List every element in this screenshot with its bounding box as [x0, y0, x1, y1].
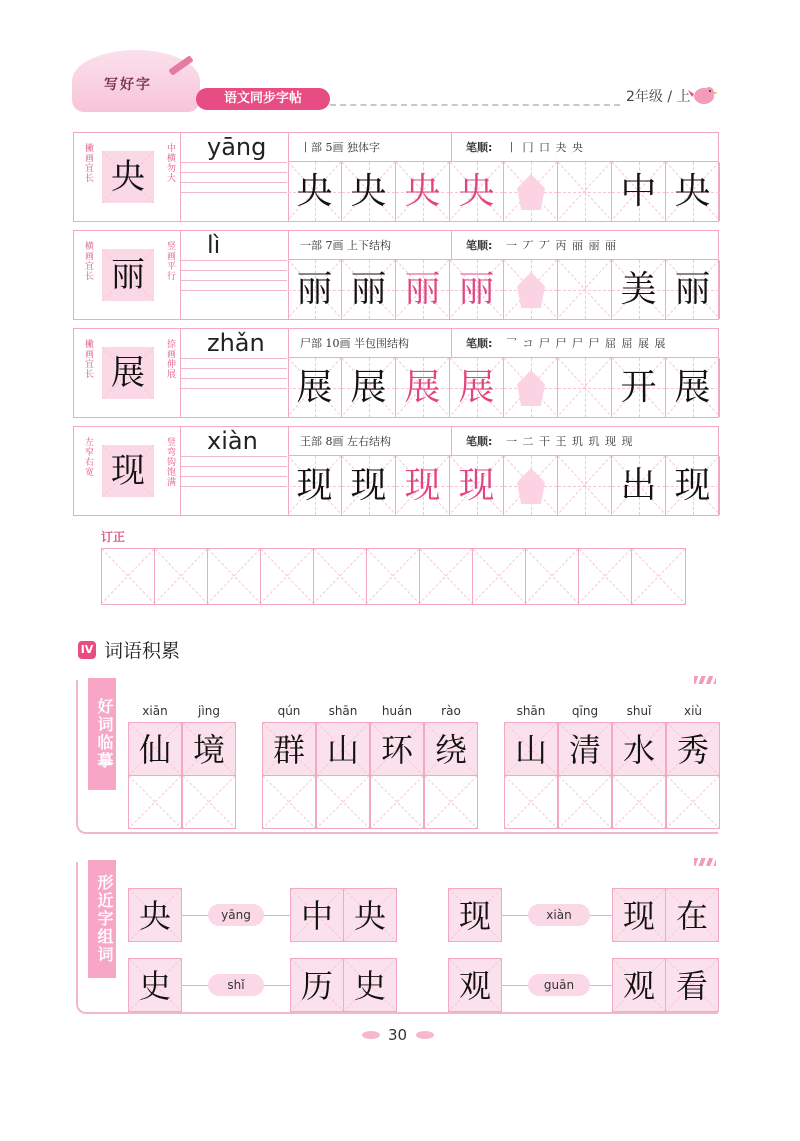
pinyin: zhǎn [207, 329, 265, 357]
subtitle-pill: 语文同步字帖 [196, 88, 330, 110]
practice-char: 展 [458, 367, 495, 408]
practice-cell[interactable] [612, 162, 666, 221]
section-title-text: 词语积累 [104, 640, 181, 662]
word-char-cell [128, 722, 182, 776]
book-badge [72, 50, 200, 112]
char-info: 丨部 5画 独体字 [300, 141, 380, 154]
word-column [128, 704, 182, 829]
word-char-cell [316, 722, 370, 776]
practice-cell[interactable] [396, 260, 450, 319]
word-char: 央 [353, 897, 386, 935]
word-char-cell [182, 722, 236, 776]
header-divider [330, 104, 620, 106]
practice-cell[interactable] [288, 456, 342, 515]
similar-char-box [448, 958, 502, 1012]
word-pinyin: qīng [571, 704, 599, 718]
practice-cell[interactable] [288, 162, 342, 221]
model-char-box [102, 445, 154, 497]
similar-pinyin-pill: guān [528, 974, 590, 996]
practice-cell[interactable] [558, 260, 612, 319]
practice-char: 现 [350, 465, 387, 506]
divider [451, 427, 452, 455]
similar-char-box [128, 888, 182, 942]
pencil-icon [168, 55, 193, 76]
word-group [504, 704, 720, 829]
copy-cell[interactable] [370, 775, 424, 829]
practice-cell[interactable] [288, 358, 342, 417]
word-char-box [290, 958, 344, 1012]
stroke-order: 乛 コ 尸 尸 尸 尸 屈 屈 展 展 [506, 337, 667, 350]
word-char: 秀 [676, 731, 709, 769]
word-char: 群 [272, 731, 305, 769]
practice-cell[interactable] [342, 456, 396, 515]
correction-grid [101, 548, 686, 605]
practice-cell[interactable] [396, 456, 450, 515]
divider [451, 231, 452, 259]
similar-pinyin-pill: xiàn [528, 904, 590, 926]
practice-cell[interactable] [396, 162, 450, 221]
word-char-box [343, 888, 397, 942]
pinyin-area [181, 329, 287, 417]
practice-char: 丽 [296, 269, 333, 310]
practice-char: 央 [350, 171, 387, 212]
word-char-box [612, 958, 666, 1012]
copy-cell[interactable] [262, 775, 316, 829]
stroke-order: 丨 冂 口 夬 央 [506, 141, 584, 154]
word-char-cell [612, 722, 666, 776]
practice-grid [288, 260, 720, 319]
right-tip: 竖弯钩饱满 [165, 437, 175, 487]
stroke-order-label: 笔顺: [466, 337, 493, 350]
similar-pinyin-pill: yāng [208, 904, 264, 926]
practice-cell[interactable] [558, 358, 612, 417]
practice-char: 出 [620, 465, 657, 506]
word-char: 清 [568, 731, 601, 769]
right-tip: 中横勿大 [165, 143, 175, 183]
word-pinyin: qún [277, 704, 301, 718]
word-char-box [612, 888, 666, 942]
pinyin-area [181, 133, 287, 221]
copy-cell[interactable] [424, 775, 478, 829]
word-char-box [665, 888, 719, 942]
practice-char: 现 [458, 465, 495, 506]
practice-cell[interactable] [450, 260, 504, 319]
word-char: 山 [514, 731, 547, 769]
practice-char: 展 [674, 367, 711, 408]
pinyin: xiàn [207, 427, 258, 455]
practice-char: 开 [620, 367, 657, 408]
stroke-order-label: 笔顺: [466, 239, 493, 252]
section-title [78, 636, 180, 663]
correction-cell[interactable] [314, 549, 367, 604]
pinyin-area [181, 427, 287, 515]
right-tip: 捺画伸展 [165, 339, 175, 379]
similar-pinyin-pill: shǐ [208, 974, 264, 996]
word-column [370, 704, 424, 829]
copy-cell[interactable] [182, 775, 236, 829]
word-pinyin: huán [381, 704, 413, 718]
char-info: 尸部 10画 半包围结构 [300, 337, 409, 350]
correction-cell[interactable] [367, 549, 420, 604]
similar-char: 史 [138, 967, 171, 1005]
word-char: 水 [622, 731, 655, 769]
correction-cell[interactable] [155, 549, 208, 604]
correction-cell[interactable] [261, 549, 314, 604]
practice-cell[interactable] [450, 358, 504, 417]
word-pinyin: xiān [142, 704, 168, 718]
practice-cell[interactable] [666, 456, 720, 515]
character-row [73, 230, 719, 320]
similar-char: 现 [458, 897, 491, 935]
copy-cell[interactable] [316, 775, 370, 829]
practice-char: 央 [674, 171, 711, 212]
word-pinyin: shān [328, 704, 358, 718]
similar-char: 央 [138, 897, 171, 935]
word-char: 看 [675, 967, 708, 1005]
practice-cell[interactable] [396, 358, 450, 417]
word-char-box [665, 958, 719, 1012]
similar-chars-label: 形近字组词 [88, 860, 116, 978]
character-row [73, 426, 719, 516]
practice-cell[interactable] [342, 260, 396, 319]
word-char-cell [262, 722, 316, 776]
practice-char: 现 [296, 465, 333, 506]
correction-cell[interactable] [420, 549, 473, 604]
leaf-decoration [362, 1031, 380, 1039]
correction-label: 订正 [101, 530, 126, 544]
practice-cell[interactable] [504, 162, 558, 221]
stroke-order: 一 丆 丆 丙 丽 丽 丽 [506, 239, 617, 252]
practice-cell[interactable] [504, 358, 558, 417]
section-number-icon: IV [78, 641, 96, 659]
practice-cell[interactable] [666, 260, 720, 319]
right-tip: 竖画平行 [165, 241, 175, 281]
word-pinyin: shuǐ [626, 704, 652, 718]
leaf-decoration [416, 1031, 434, 1039]
practice-cell[interactable] [558, 162, 612, 221]
practice-char: 展 [350, 367, 387, 408]
practice-cell[interactable] [612, 358, 666, 417]
word-char-cell [558, 722, 612, 776]
word-char: 历 [300, 967, 333, 1005]
bird-icon [688, 82, 718, 106]
copy-cell[interactable] [558, 775, 612, 829]
word-pinyin: jìng [198, 704, 220, 718]
copy-cell[interactable] [612, 775, 666, 829]
word-char-cell [666, 722, 720, 776]
practice-char: 现 [674, 465, 711, 506]
left-tip: 横画宜长 [83, 241, 93, 281]
word-pinyin: xiù [683, 704, 703, 718]
word-pinyin: rào [441, 704, 461, 718]
word-char: 中 [300, 897, 333, 935]
copy-cell[interactable] [128, 775, 182, 829]
correction-cell[interactable] [579, 549, 632, 604]
word-char: 在 [675, 897, 708, 935]
practice-cell[interactable] [612, 260, 666, 319]
practice-cell[interactable] [450, 162, 504, 221]
word-char: 绕 [434, 731, 467, 769]
practice-cell[interactable] [504, 260, 558, 319]
model-char-box [102, 151, 154, 203]
pinyin-lines [181, 251, 287, 291]
char-info: 一部 7画 上下结构 [300, 239, 391, 252]
practice-char: 展 [296, 367, 333, 408]
practice-grid [288, 456, 720, 515]
page-number: 30 [388, 1026, 408, 1044]
correction-cell[interactable] [208, 549, 261, 604]
practice-grid [288, 162, 720, 221]
stroke-order-label: 笔顺: [466, 435, 493, 448]
word-char: 山 [326, 731, 359, 769]
practice-char: 央 [404, 171, 441, 212]
practice-cell[interactable] [288, 260, 342, 319]
char-info: 王部 8画 左右结构 [300, 435, 391, 448]
practice-char: 中 [620, 171, 657, 212]
good-words-label: 好词临摹 [88, 678, 116, 790]
grade-label: 2年级 / 上 [626, 89, 691, 105]
practice-cell[interactable] [342, 358, 396, 417]
practice-char: 丽 [404, 269, 441, 310]
practice-grid [288, 358, 720, 417]
model-char: 央 [111, 157, 145, 197]
character-row [73, 328, 719, 418]
word-column [182, 704, 236, 829]
word-group [128, 704, 236, 829]
model-char-box [102, 249, 154, 301]
practice-char: 央 [296, 171, 333, 212]
word-column [504, 704, 558, 829]
word-char-box [290, 888, 344, 942]
practice-char: 丽 [674, 269, 711, 310]
word-column [666, 704, 720, 829]
correction-cell[interactable] [473, 549, 526, 604]
correction-cell[interactable] [102, 549, 155, 604]
similar-char-box [448, 888, 502, 942]
word-pinyin: shān [516, 704, 546, 718]
stroke-order: 一 二 干 王 玑 玑 现 现 [506, 435, 634, 448]
practice-cell[interactable] [558, 456, 612, 515]
word-column [316, 704, 370, 829]
practice-char: 央 [458, 171, 495, 212]
word-char: 仙 [138, 731, 171, 769]
stroke-order-label: 笔顺: [466, 141, 493, 154]
pinyin-area [181, 231, 287, 319]
practice-cell[interactable] [666, 162, 720, 221]
practice-char: 丽 [350, 269, 387, 310]
word-column [612, 704, 666, 829]
model-char: 现 [111, 451, 145, 491]
practice-cell[interactable] [666, 358, 720, 417]
pinyin: yāng [207, 133, 267, 161]
divider [451, 133, 452, 161]
model-char: 丽 [111, 255, 145, 295]
left-tip: 撇画宜长 [83, 339, 93, 379]
practice-char: 美 [620, 269, 657, 310]
model-char: 展 [111, 353, 145, 393]
word-column [424, 704, 478, 829]
word-char: 境 [192, 731, 225, 769]
practice-char: 丽 [458, 269, 495, 310]
left-tip: 撇画宜长 [83, 143, 93, 183]
word-char: 史 [353, 967, 386, 1005]
character-row [73, 132, 719, 222]
divider [451, 329, 452, 357]
copy-cell[interactable] [666, 775, 720, 829]
copy-cell[interactable] [504, 775, 558, 829]
word-column [262, 704, 316, 829]
word-char: 观 [622, 967, 655, 1005]
practice-cell[interactable] [612, 456, 666, 515]
word-column [558, 704, 612, 829]
correction-cell[interactable] [526, 549, 579, 604]
left-tip: 左窄右宽 [83, 437, 93, 477]
word-char: 环 [380, 731, 413, 769]
correction-cell[interactable] [632, 549, 685, 604]
practice-cell[interactable] [450, 456, 504, 515]
practice-char: 现 [404, 465, 441, 506]
practice-cell[interactable] [504, 456, 558, 515]
pinyin: lì [207, 231, 221, 259]
word-char-cell [370, 722, 424, 776]
similar-char: 观 [458, 967, 491, 1005]
word-char: 现 [622, 897, 655, 935]
badge-title: 写好字 [104, 77, 152, 93]
practice-char: 展 [404, 367, 441, 408]
word-char-cell [504, 722, 558, 776]
practice-cell[interactable] [342, 162, 396, 221]
similar-char-box [128, 958, 182, 1012]
word-char-box [343, 958, 397, 1012]
word-group [262, 704, 478, 829]
word-char-cell [424, 722, 478, 776]
model-char-box [102, 347, 154, 399]
